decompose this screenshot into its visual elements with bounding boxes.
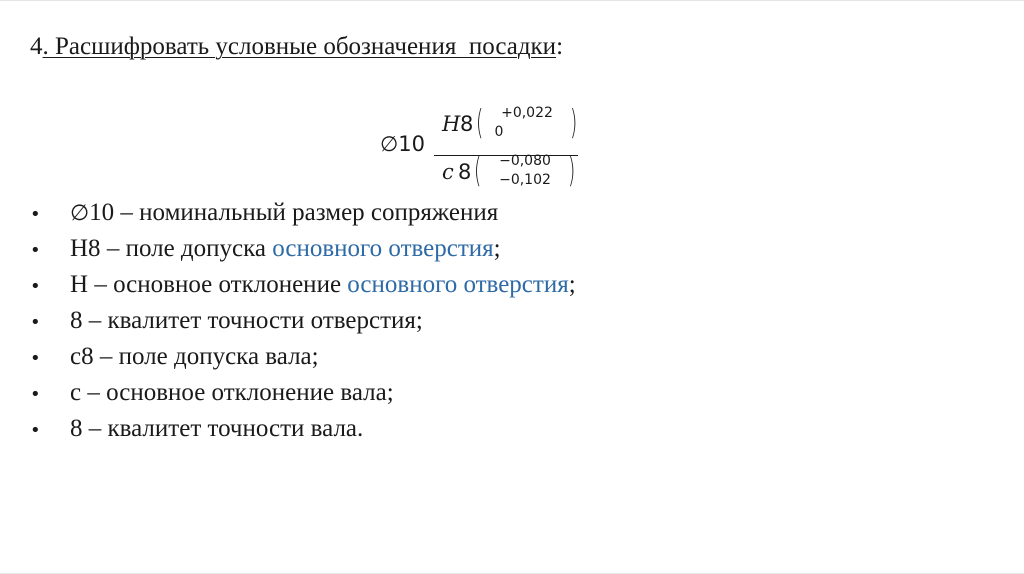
item-tail: . xyxy=(357,415,364,442)
list-item xyxy=(30,303,576,339)
explanation-list xyxy=(30,195,576,447)
hole-lower-deviation: 0 xyxy=(494,124,504,140)
item-text: – основное отклонение вала; xyxy=(81,379,394,406)
nominal-size: 10 xyxy=(398,132,426,156)
list-item xyxy=(30,267,576,303)
bullet-icon: • xyxy=(30,348,41,369)
bullet-icon: • xyxy=(30,240,41,261)
item-text: – основное отклонение xyxy=(88,271,348,298)
bullet-icon: • xyxy=(30,312,41,333)
item-tail: ; xyxy=(493,235,501,262)
task-title: . Расшифровать условные обозначения посадки xyxy=(42,33,557,60)
bullet-icon: • xyxy=(30,204,41,225)
shaft-lower-deviation: −0,102 xyxy=(499,172,551,188)
shaft-grade: 8 xyxy=(458,160,472,184)
fit-formula xyxy=(380,99,590,195)
item-text: – квалитет точности отверстия; xyxy=(82,307,423,334)
task-number: 4 xyxy=(30,33,43,60)
hole-paren-open: ( xyxy=(476,103,484,143)
shaft-upper-deviation: −0,080 xyxy=(499,153,551,169)
hole-grade: 8 xyxy=(460,112,474,136)
diameter-symbol: ∅ xyxy=(380,132,399,156)
slide-title xyxy=(30,31,563,63)
hole-upper-deviation: +0,022 xyxy=(501,105,553,121)
item-text: – номинальный размер сопряжения xyxy=(114,199,499,226)
item-text: – квалитет точности вала xyxy=(82,415,358,442)
item-term: Н8 xyxy=(70,235,101,262)
list-item xyxy=(30,231,576,267)
item-term: с xyxy=(70,379,82,406)
item-link[interactable]: основного отверстия xyxy=(347,271,569,298)
list-item xyxy=(30,411,576,447)
list-item xyxy=(30,339,576,375)
item-term: 10 xyxy=(89,199,115,226)
bullet-icon: • xyxy=(30,420,41,441)
item-term: Н xyxy=(70,271,89,298)
item-term: 8 xyxy=(70,415,83,442)
shaft-letter: c xyxy=(442,160,454,184)
list-item xyxy=(30,375,576,411)
nominal-diameter xyxy=(380,131,425,157)
item-link[interactable]: основного отверстия xyxy=(272,235,494,262)
diameter-symbol: ∅ xyxy=(70,201,90,226)
item-term: с8 xyxy=(70,343,94,370)
item-text: – поле допуска вала; xyxy=(93,343,319,370)
item-term: 8 xyxy=(70,307,83,334)
list-item xyxy=(30,195,576,231)
bullet-icon: • xyxy=(30,276,41,297)
title-colon: : xyxy=(556,33,564,60)
item-text: – поле допуска xyxy=(100,235,273,262)
hole-letter: H xyxy=(442,112,461,136)
bullet-icon: • xyxy=(30,384,41,405)
item-tail: ; xyxy=(568,271,576,298)
hole-paren-close: ) xyxy=(570,103,578,143)
shaft-paren-open: ( xyxy=(474,151,482,191)
shaft-paren-close: ) xyxy=(568,151,576,191)
